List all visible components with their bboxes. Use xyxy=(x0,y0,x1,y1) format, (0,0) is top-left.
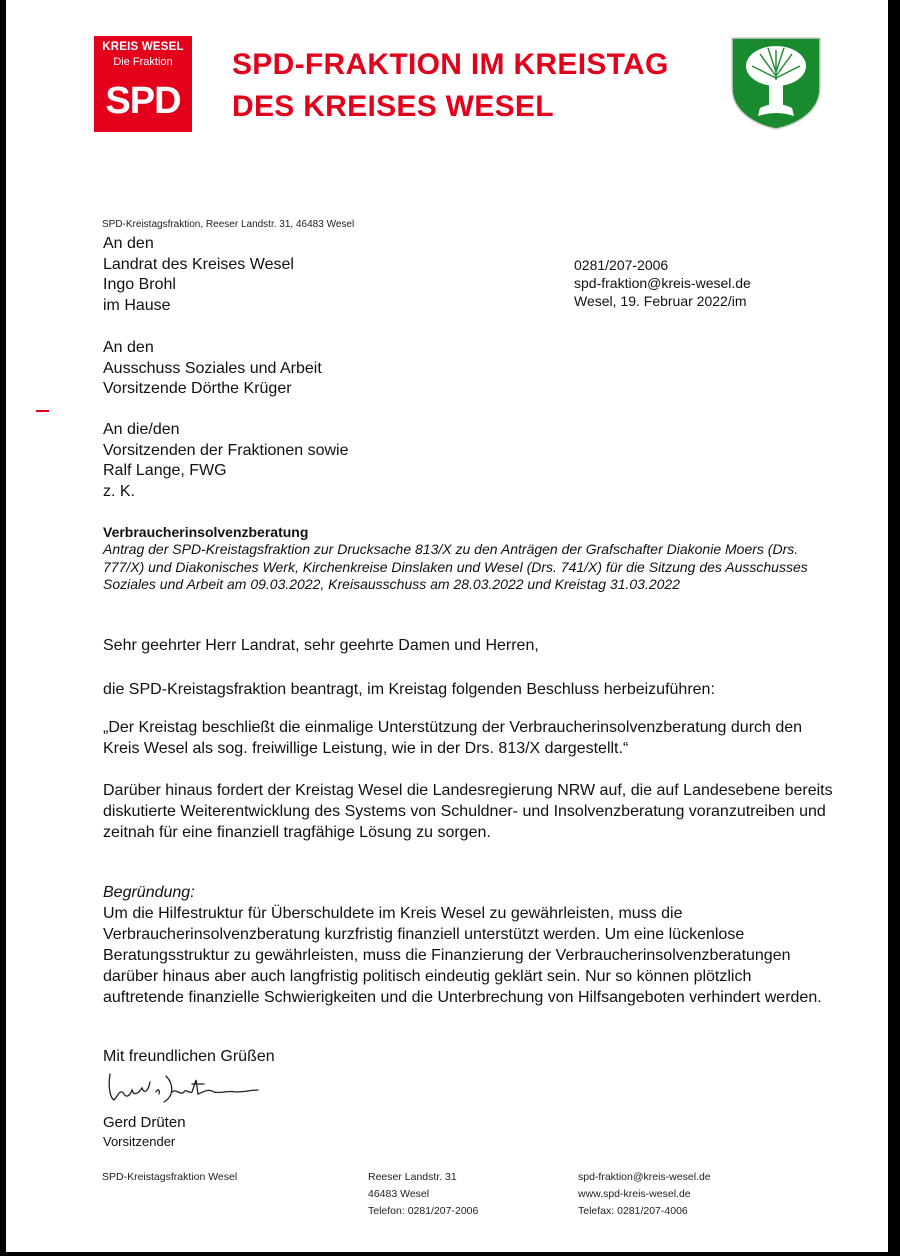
recipient-line: An die/den xyxy=(103,421,180,438)
letterhead-title xyxy=(232,44,669,128)
logo-die-fraktion: Die Fraktion xyxy=(113,56,173,68)
recipient-line: An den xyxy=(103,339,154,356)
recipient-line: Ausschuss Soziales und Arbeit xyxy=(103,359,322,377)
tree-crest-icon xyxy=(730,36,822,130)
recipient-block-ausschuss xyxy=(103,338,322,400)
intro-paragraph: die SPD-Kreistagsfraktion beantragt, im Kreistag folgenden Beschluss herbeizuführen: xyxy=(103,681,715,698)
footer-email: spd-fraktion@kreis-wesel.de xyxy=(578,1171,711,1183)
spd-logo xyxy=(94,36,192,132)
recipient-block-landrat xyxy=(103,234,294,316)
recipient-line: Ingo Brohl xyxy=(103,276,176,293)
salutation: Sehr geehrter Herr Landrat, sehr geehrte Damen und Herren, xyxy=(103,637,539,654)
demand-paragraph: Darüber hinaus fordert der Kreistag Wesel die Landesregierung NRW auf, die auf Landesebene bereits diskutierte Weiterentwicklung des Systems von Schuldner- und Insolvenzberatung voranzutreiben und zeitnah für eine finanziell tragfähige Lösung zu sorgen. xyxy=(103,782,833,841)
closing: Mit freundlichen Grüßen xyxy=(103,1048,275,1065)
footer-line: SPD-Kreistagsfraktion Wesel xyxy=(102,1171,238,1183)
recipient-line: An den xyxy=(103,235,154,252)
recipient-line: im Hause xyxy=(103,296,171,314)
logo-kreis-wesel: KREIS WESEL xyxy=(102,41,184,53)
footer-website: www.spd-kreis-wesel.de xyxy=(578,1188,691,1200)
subject-title: Verbraucherinsolvenzberatung xyxy=(103,524,309,540)
recipient-block-fraktionen xyxy=(103,420,348,502)
signatory-name: Gerd Drüten xyxy=(103,1114,186,1131)
reason-label: Begründung: xyxy=(103,884,195,901)
subject-text: Antrag der SPD-Kreistagsfraktion zur Drucksache 813/X zu den Anträgen der Grafschafter Diakonie Moers (Drs. 777/X) und Diakonisches Werk, Kirchenkreise Dinslaken und Wesel (Drs. 741/X) für die Sitzung des Ausschusses Soziales und Arbeit am 09.03.2022, Kreisausschuss am 28.03.2022 und Kreistag 31.03.2022 xyxy=(103,541,808,592)
footer-line: Telefon: 0281/207-2006 xyxy=(368,1205,479,1217)
footer-line: Reeser Landstr. 31 xyxy=(368,1171,457,1183)
handwritten-signature xyxy=(104,1066,264,1112)
footer-line: 46483 Wesel xyxy=(368,1188,430,1200)
contact-email: spd-fraktion@kreis-wesel.de xyxy=(574,275,751,291)
contact-phone: 0281/207-2006 xyxy=(574,257,669,273)
letter-page xyxy=(6,0,888,1252)
sender-line: SPD-Kreistagsfraktion, Reeser Landstr. 31, 46483 Wesel xyxy=(102,219,355,230)
recipient-line: Vorsitzende Dörthe Krüger xyxy=(103,380,292,397)
footer-col-contact xyxy=(578,1169,711,1220)
letterhead-title-line1: SPD-FRAKTION IM KREISTAG xyxy=(232,48,669,81)
fold-mark xyxy=(36,410,49,412)
recipient-line: Ralf Lange, FWG xyxy=(103,462,227,479)
resolution-quote: „Der Kreistag beschließt die einmalige Unterstützung der Verbraucherinsolvenzberatung durch den Kreis Wesel als sog. freiwillige Leistung, wie in der Drs. 813/X dargestellt.“ xyxy=(103,719,803,757)
logo-spd-text: SPD xyxy=(105,80,181,122)
reason-paragraph: Um die Hilfestruktur für Überschuldete im Kreis Wesel zu gewährleisten, muss die Verbraucherinsolvenzberatung kurzfristig finanziell unterstützt werden. Um eine lückenlose Beratungsstruktur zu gewährleisten, muss die Finanzierung der Verbraucherinsolvenzberatungen darüber hinaus aber auch langfristig politisch eindeutig geklärt sein. Nur so können plötzlich auftretende finanzielle Schwierigkeiten und die Unterbrechung von Hilfsangeboten verhindert werden. xyxy=(103,905,822,1006)
recipient-line: Vorsitzenden der Fraktionen sowie xyxy=(103,441,349,459)
footer-col-address xyxy=(368,1169,478,1220)
recipient-line: z. K. xyxy=(103,482,136,500)
letterhead-title-line2: DES KREISES WESEL xyxy=(232,90,554,123)
footer-col-name xyxy=(102,1169,237,1186)
recipient-line: Landrat des Kreises Wesel xyxy=(103,255,294,273)
signatory-role: Vorsitzender xyxy=(103,1134,176,1149)
contact-info xyxy=(574,256,751,310)
letter-date: Wesel, 19. Februar 2022/im xyxy=(574,293,747,309)
footer-fax: Telefax: 0281/207-4006 xyxy=(578,1205,688,1217)
